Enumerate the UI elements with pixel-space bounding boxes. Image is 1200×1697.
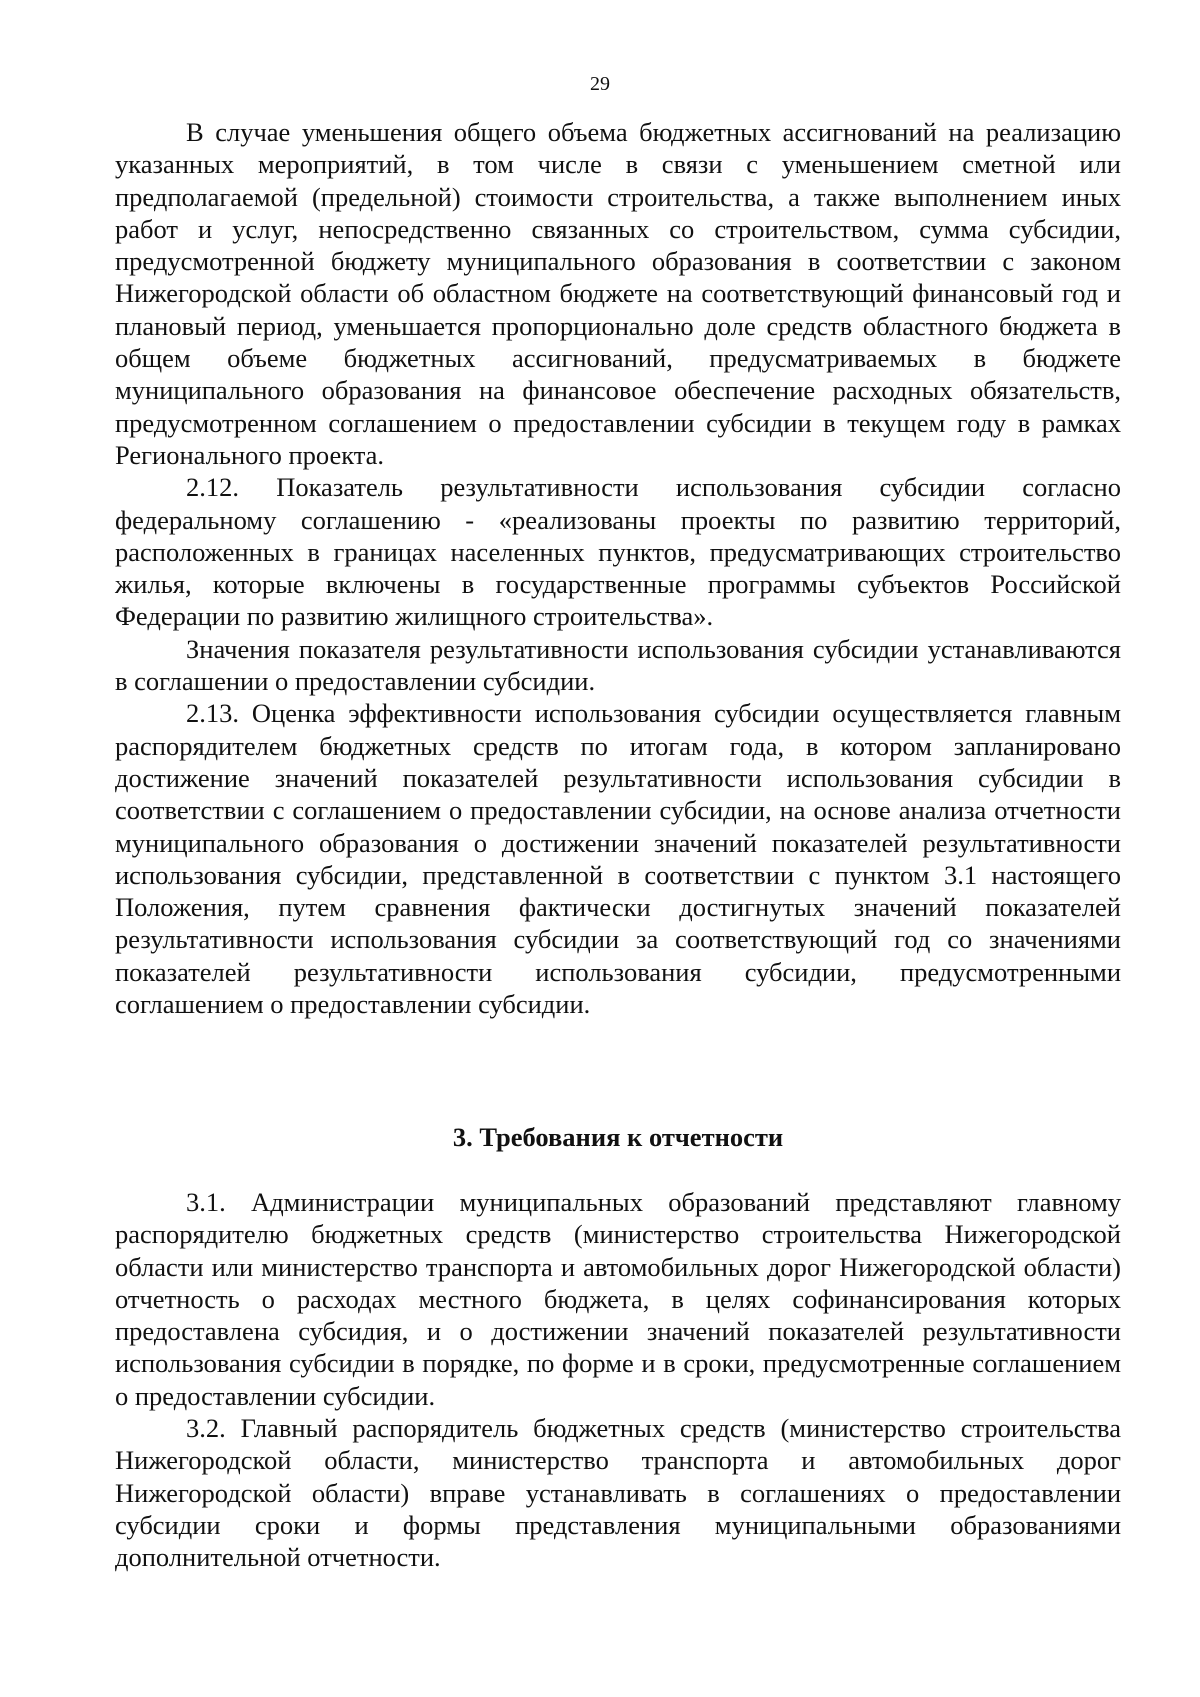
section-heading: 3. Требования к отчетности <box>452 1122 784 1152</box>
page-number: 29 <box>590 73 610 95</box>
paragraph-2-13: 2.13. Оценка эффективности использования субсидии осуществляется главным распорядителем бюджетных средств по итогам года, в котором запланировано достижение значений показателей результативности использования субсидии в соответствии с соглашением о предоставлении субсидии, на основе анализа отчетности муниципального образования о достижении значений показателей результативности использования субсидии, представленной в соответствии с пунктом 3.1 настоящего Положения, путем сравнения фактически достигнутых значений показателей результативности использования субсидии за соответствующий год со значениями показателей результативности использования субсидии, предусмотренными соглашением о предоставлении субсидии. <box>115 698 1121 1020</box>
section-heading-block <box>115 1121 1121 1153</box>
paragraph-3-2: 3.2. Главный распорядитель бюджетных средств (министерство строительства Нижегородской области, министерство транспорта и автомобильных дорог Нижегородской области) вправе устанавливать в соглашениях о предоставлении субсидии сроки и формы представления муниципальными образованиями дополнительной отчетности. <box>115 1413 1121 1573</box>
body-text-top <box>115 116 1121 1020</box>
paragraph-2-12: 2.12. Показатель результативности использования субсидии согласно федеральному соглашению - «реализованы проекты по развитию территорий, расположенных в границах населенных пунктов, предусматривающих строительство жилья, которые включены в государственные программы субъектов Российской Федерации по развитию жилищного строительства». <box>115 472 1121 632</box>
paragraph-budget-reduction: В случае уменьшения общего объема бюджетных ассигнований на реализацию указанных мероприятий, в том числе в связи с уменьшением сметной или предполагаемой (предельной) стоимости строительства, а также выполнением иных работ и услуг, непосредственно связанных со строительством, сумма субсидии, предусмотренной бюджету муниципального образования в соответствии с законом Нижегородской области об областном бюджете на соответствующий финансовый год и плановый период, уменьшается пропорционально доле средств областного бюджета в общем объеме бюджетных ассигнований, предусматриваемых в бюджете муниципального образования на финансовое обеспечение расходных обязательств, предусмотренном соглашением о предоставлении субсидии в текущем году в рамках Регионального проекта. <box>115 117 1121 470</box>
paragraph-indicator-values: Значения показателя результативности использования субсидии устанавливаются в соглашении о предоставлении субсидии. <box>115 633 1121 697</box>
body-text-bottom <box>115 1186 1121 1574</box>
paragraph-3-1: 3.1. Администрации муниципальных образований представляют главному распорядителю бюджетных средств (министерство строительства Нижегородской области или министерство транспорта и автомобильных дорог Нижегородской области) отчетность о расходах местного бюджета, в целях софинансирования которых предоставлена субсидия, и о достижении значений показателей результативности использования субсидии в порядке, по форме и в сроки, предусмотренные соглашением о предоставлении субсидии. <box>115 1187 1121 1411</box>
